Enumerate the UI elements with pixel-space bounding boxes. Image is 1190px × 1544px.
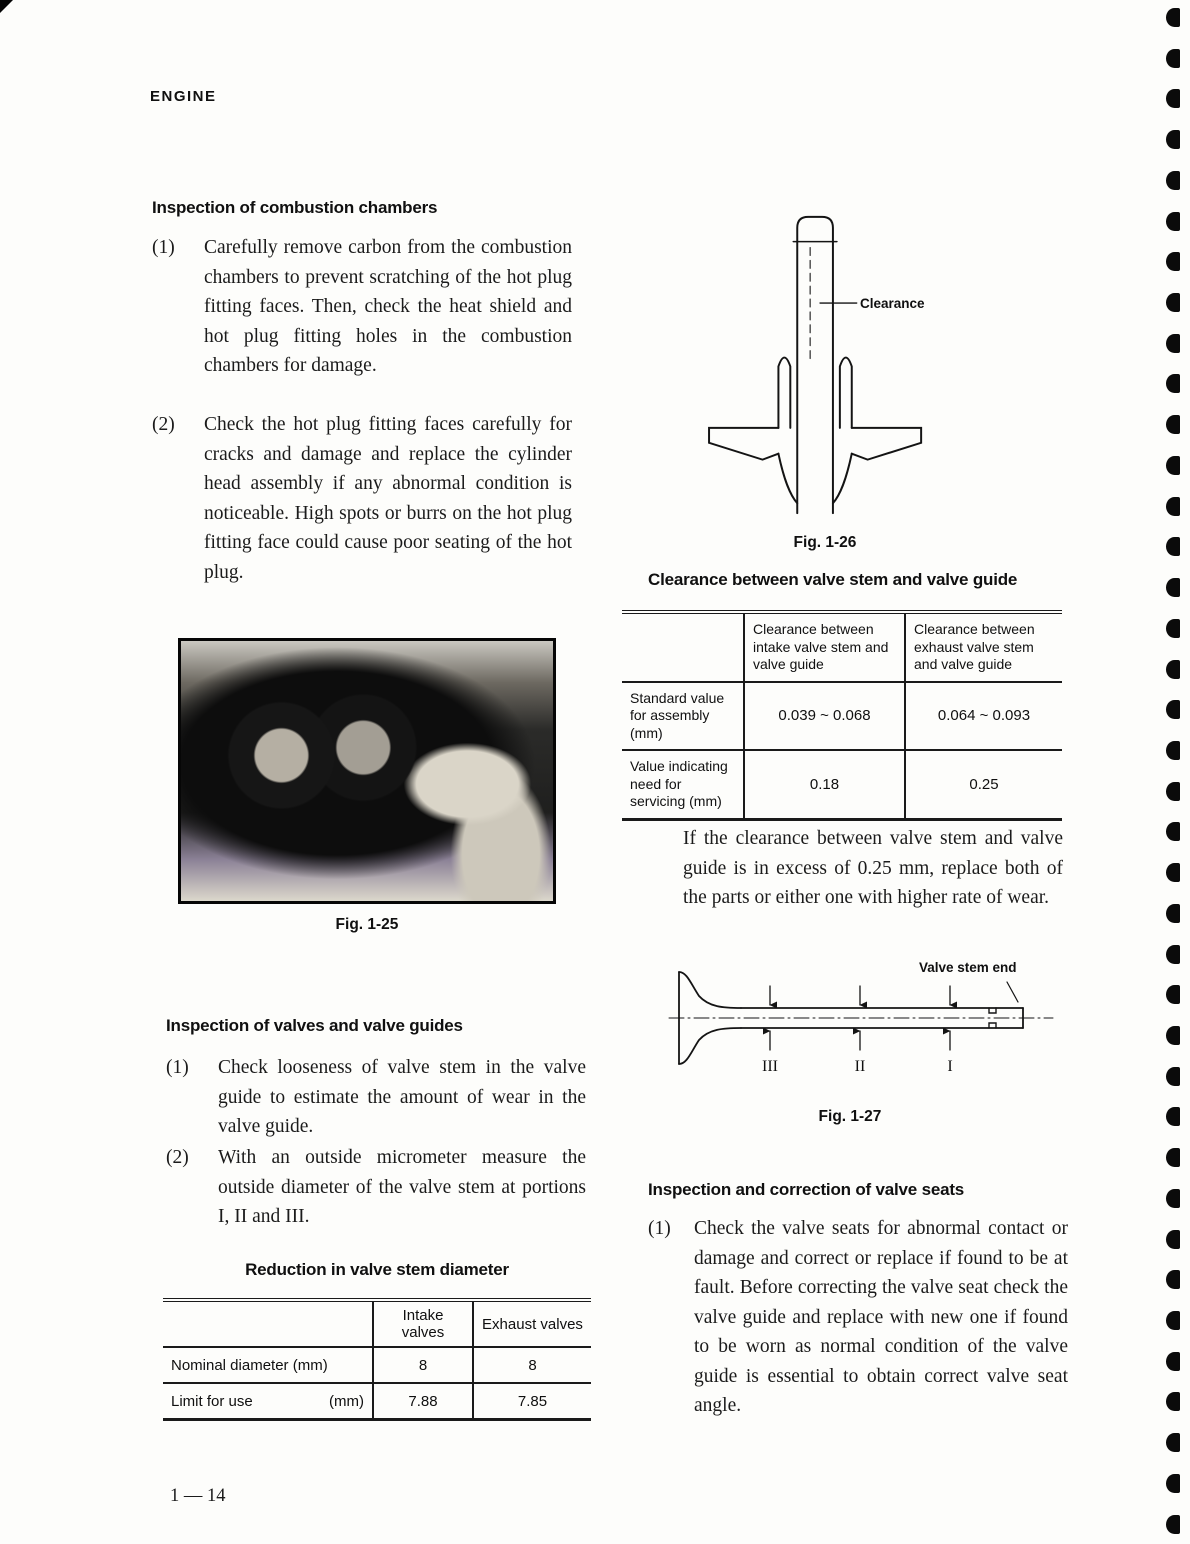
portion-marker-I: I bbox=[947, 1058, 953, 1075]
list-item bbox=[152, 410, 572, 587]
figure-valve-stem bbox=[655, 956, 1065, 1104]
binding-mark bbox=[1166, 374, 1180, 393]
combustion-chamber-photo bbox=[178, 638, 556, 904]
binding-mark bbox=[1166, 660, 1180, 679]
row-label bbox=[163, 1383, 373, 1420]
cell-value: 7.88 bbox=[373, 1383, 473, 1420]
binding-mark bbox=[1166, 700, 1180, 719]
cell-value: 0.064 ~ 0.093 bbox=[905, 682, 1062, 751]
table-row bbox=[163, 1347, 591, 1383]
figure-caption: Fig. 1-25 bbox=[335, 916, 399, 933]
binding-mark bbox=[1166, 1311, 1180, 1330]
binding-mark bbox=[1166, 985, 1180, 1004]
binding-mark bbox=[1166, 252, 1180, 271]
binding-mark bbox=[1166, 1270, 1180, 1289]
binding-mark bbox=[1166, 171, 1180, 190]
scan-corner-artifact bbox=[0, 0, 13, 13]
cell-value: 0.039 ~ 0.068 bbox=[744, 682, 905, 751]
section-heading-valves-guides: Inspection of valves and valve guides bbox=[166, 1016, 463, 1035]
list-item bbox=[166, 1143, 586, 1232]
valve-stem-diameter-table bbox=[163, 1298, 591, 1421]
table-title-stem-diameter: Reduction in valve stem diameter bbox=[245, 1260, 509, 1279]
cell-value: 0.18 bbox=[744, 750, 905, 819]
binding-mark bbox=[1166, 8, 1180, 27]
cell-value: 8 bbox=[473, 1347, 591, 1383]
table-header-row bbox=[622, 612, 1062, 682]
binding-mark bbox=[1166, 1352, 1180, 1371]
clearance-table bbox=[622, 610, 1062, 821]
item-number: (1) bbox=[166, 1057, 189, 1078]
item-text: With an outside micrometer measure the outside diameter of the valve stem at portions I, II and III. bbox=[218, 1147, 586, 1227]
portion-marker-II: II bbox=[854, 1058, 866, 1075]
page-number: 1 — 14 bbox=[170, 1486, 226, 1506]
column-header-intake-clearance: Clearance between intake valve stem and valve guide bbox=[744, 612, 905, 682]
cell-value: 8 bbox=[373, 1347, 473, 1383]
valve-guide-drawing bbox=[660, 198, 990, 530]
binding-mark bbox=[1166, 1515, 1180, 1534]
binding-mark bbox=[1166, 741, 1180, 760]
item-text: Check looseness of valve stem in the valve guide to estimate the amount of wear in the valve guide. bbox=[218, 1057, 586, 1137]
binding-mark bbox=[1166, 945, 1180, 964]
empty-header-cell bbox=[622, 612, 744, 682]
item-number: (1) bbox=[152, 237, 175, 258]
binding-mark bbox=[1166, 1433, 1180, 1452]
item-text: Check the valve seats for abnormal contact or damage and correct or replace if found to be at fault. Before correcting the valve seat check the valve guide and replace with new one if found to be worn as normal condition of the valve guide is essential to obtain correct valve seat angle. bbox=[694, 1218, 1068, 1416]
valve-stem-drawing bbox=[655, 956, 1065, 1104]
item-number: (1) bbox=[648, 1218, 671, 1239]
figure-caption: Fig. 1-27 bbox=[818, 1108, 882, 1125]
binding-mark bbox=[1166, 497, 1180, 516]
row-label: Nominal diameter (mm) bbox=[163, 1347, 373, 1383]
item-text: Check the hot plug fitting faces carefully for cracks and damage and replace the cylinder head assembly if any abnormal condition is noticeable. High spots or burrs on the hot plug fitting face could cause poor seating of the hot plug. bbox=[204, 414, 572, 583]
item-text: Carefully remove carbon from the combustion chambers to prevent scratching of the hot plug fitting faces. Then, check the heat shield and hot plug fitting holes in the combustion chambers for damage. bbox=[204, 237, 572, 376]
binding-marks bbox=[1166, 8, 1181, 1534]
binding-mark bbox=[1166, 904, 1180, 923]
running-header: ENGINE bbox=[150, 88, 217, 105]
binding-mark bbox=[1166, 1107, 1180, 1126]
binding-mark bbox=[1166, 1474, 1180, 1493]
row-label-unit: (mm) bbox=[329, 1392, 364, 1410]
binding-mark bbox=[1166, 863, 1180, 882]
list-item bbox=[648, 1214, 1068, 1421]
clearance-note: If the clearance between valve stem and valve guide is in excess of 0.25 mm, replace both of the parts or either one with higher rate of wear. bbox=[683, 828, 1063, 908]
binding-mark bbox=[1166, 212, 1180, 231]
binding-mark bbox=[1166, 782, 1180, 801]
binding-mark bbox=[1166, 456, 1180, 475]
section-heading-combustion-chambers: Inspection of combustion chambers bbox=[152, 198, 438, 217]
clearance-pointer-label: Clearance bbox=[860, 296, 925, 311]
row-label-text: Limit for use bbox=[171, 1392, 253, 1410]
portion-marker-III: III bbox=[762, 1058, 778, 1075]
table-title-clearance: Clearance between valve stem and valve guide bbox=[648, 570, 1018, 589]
item-number: (2) bbox=[152, 414, 175, 435]
figure-caption: Fig. 1-26 bbox=[793, 534, 857, 551]
binding-mark bbox=[1166, 578, 1180, 597]
binding-mark bbox=[1166, 619, 1180, 638]
table-row bbox=[163, 1383, 591, 1420]
binding-mark bbox=[1166, 1392, 1180, 1411]
column-header-exhaust-clearance: Clearance between exhaust valve stem and valve guide bbox=[905, 612, 1062, 682]
binding-mark bbox=[1166, 822, 1180, 841]
list-item bbox=[166, 1053, 586, 1142]
list-item bbox=[152, 233, 572, 381]
row-label: Value indicating need for servicing (mm) bbox=[630, 758, 728, 809]
binding-mark bbox=[1166, 89, 1180, 108]
binding-mark bbox=[1166, 293, 1180, 312]
binding-mark bbox=[1166, 537, 1180, 556]
empty-header-cell bbox=[163, 1300, 373, 1347]
figure-valve-guide-section bbox=[660, 198, 990, 530]
column-header-exhaust: Exhaust valves bbox=[473, 1300, 591, 1347]
table-row bbox=[622, 682, 1062, 751]
binding-mark bbox=[1166, 1189, 1180, 1208]
binding-mark bbox=[1166, 334, 1180, 353]
binding-mark bbox=[1166, 130, 1180, 149]
item-number: (2) bbox=[166, 1147, 189, 1168]
valve-stem-end-label: Valve stem end bbox=[919, 960, 1017, 975]
binding-mark bbox=[1166, 415, 1180, 434]
table-row bbox=[622, 750, 1062, 819]
cell-value: 7.85 bbox=[473, 1383, 591, 1420]
cell-value: 0.25 bbox=[905, 750, 1062, 819]
binding-mark bbox=[1166, 49, 1180, 68]
table-header-row bbox=[163, 1300, 591, 1347]
binding-mark bbox=[1166, 1026, 1180, 1045]
binding-mark bbox=[1166, 1067, 1180, 1086]
binding-mark bbox=[1166, 1230, 1180, 1249]
row-label: Standard value for assembly (mm) bbox=[622, 682, 744, 751]
binding-mark bbox=[1166, 1148, 1180, 1167]
section-heading-valve-seats: Inspection and correction of valve seats bbox=[648, 1180, 965, 1199]
column-header-intake: Intake valves bbox=[373, 1300, 473, 1347]
